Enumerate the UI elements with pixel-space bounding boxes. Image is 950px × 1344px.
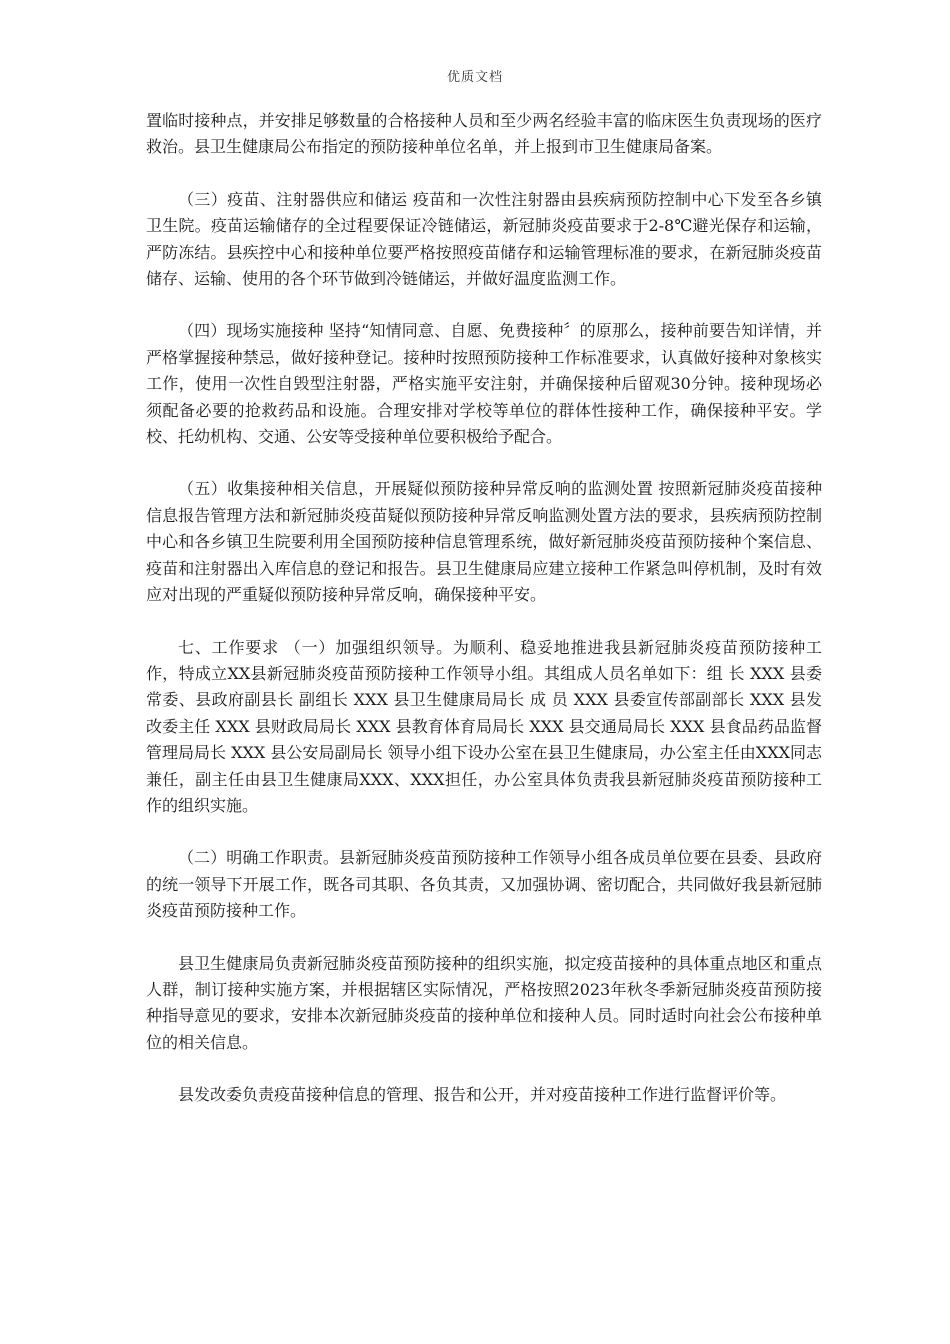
paragraph: 县卫生健康局负责新冠肺炎疫苗预防接种的组织实施，拟定疫苗接种的具体重点地区和重点人群，制订接种实施方案，并根据辖区实际情况，严格按照2023年秋冬季新冠肺炎疫苗预防接种指导意见的要求，安排本次新冠肺炎疫苗的接种单位和接种人员。同时适时向社会公布接种单位的相关信息。 <box>146 953 822 1052</box>
paragraph: 七、工作要求 （一）加强组织领导。为顺利、稳妥地推进我县新冠肺炎疫苗预防接种工作，特成立XX县新冠肺炎疫苗预防接种工作领导小组。其组成人员名单如下：组 长 XXX 县委常委、县政府副县长 副组长 XXX 县卫生健康局局长 成 员 XXX 县委宣传部副部长 XXX 县发改委主任 XXX 县财政局局长 XXX 县教育体育局局长 XXX 县交通局局长 XXX 县食品药品监督管理局局长 XXX 县公安局副局长 领导小组下设办公室在县卫生健康局，办公室主任由XXX同志兼任，副主任由县卫生健康局XXX、XXX担任，办公室具体负责我县新冠肺炎疫苗预防接种工作的组织实施。 <box>146 637 822 815</box>
paragraph: （五）收集接种相关信息，开展疑似预防接种异常反响的监测处置 按照新冠肺炎疫苗接种信息报告管理方法和新冠肺炎疫苗疑似预防接种异常反响监测处置方法的要求，县疾病预防控制中心和各乡镇卫生院要利用全国预防接种信息管理系统，做好新冠肺炎疫苗预防接种个案信息、疫苗和注射器出入库信息的登记和报告。县卫生健康局应建立接种工作紧急叫停机制，及时有效应对出现的严重疑似预防接种异常反响，确保接种平安。 <box>146 479 822 605</box>
paragraph: 置临时接种点，并安排足够数量的合格接种人员和至少两名经验丰富的临床医生负责现场的医疗救治。县卫生健康局公布指定的预防接种单位名单，并上报到市卫生健康局备案。 <box>146 111 822 157</box>
page-header: 优质文档 <box>446 70 503 85</box>
paragraph: （三）疫苗、注射器供应和储运 疫苗和一次性注射器由县疾病预防控制中心下发至各乡镇卫生院。疫苗运输储存的全过程要保证冷链储运，新冠肺炎疫苗要求于2-8℃避光保存和运输，严防冻结。县疾控中心和接种单位要严格按照疫苗储存和运输管理标准的要求，在新冠肺炎疫苗储存、运输、使用的各个环节做到冷链储运，并做好温度监测工作。 <box>146 189 822 289</box>
paragraph: （二）明确工作职责。县新冠肺炎疫苗预防接种工作领导小组各成员单位要在县委、县政府的统一领导下开展工作，既各司其职、各负其责，又加强协调、密切配合，共同做好我县新冠肺炎疫苗预防接种工作。 <box>146 848 822 921</box>
paragraph: 县发改委负责疫苗接种信息的管理、报告和公开，并对疫苗接种工作进行监督评价等。 <box>178 1085 787 1105</box>
document-body <box>146 108 822 1135</box>
paragraph: （四）现场实施接种 坚持“知情同意、自愿、免费接种〞的原那么，接种前要告知详情，并严格掌握接种禁忌，做好接种登记。接种时按照预防接种工作标准要求，认真做好接种对象核实工作，使用一次性自毁型注射器，严格实施平安注射，并确保接种后留观30分钟。接种现场必须配备必要的抢救药品和设施。合理安排对学校等单位的群体性接种工作，确保接种平安。学校、托幼机构、交通、公安等受接种单位要积极给予配合。 <box>146 321 822 447</box>
